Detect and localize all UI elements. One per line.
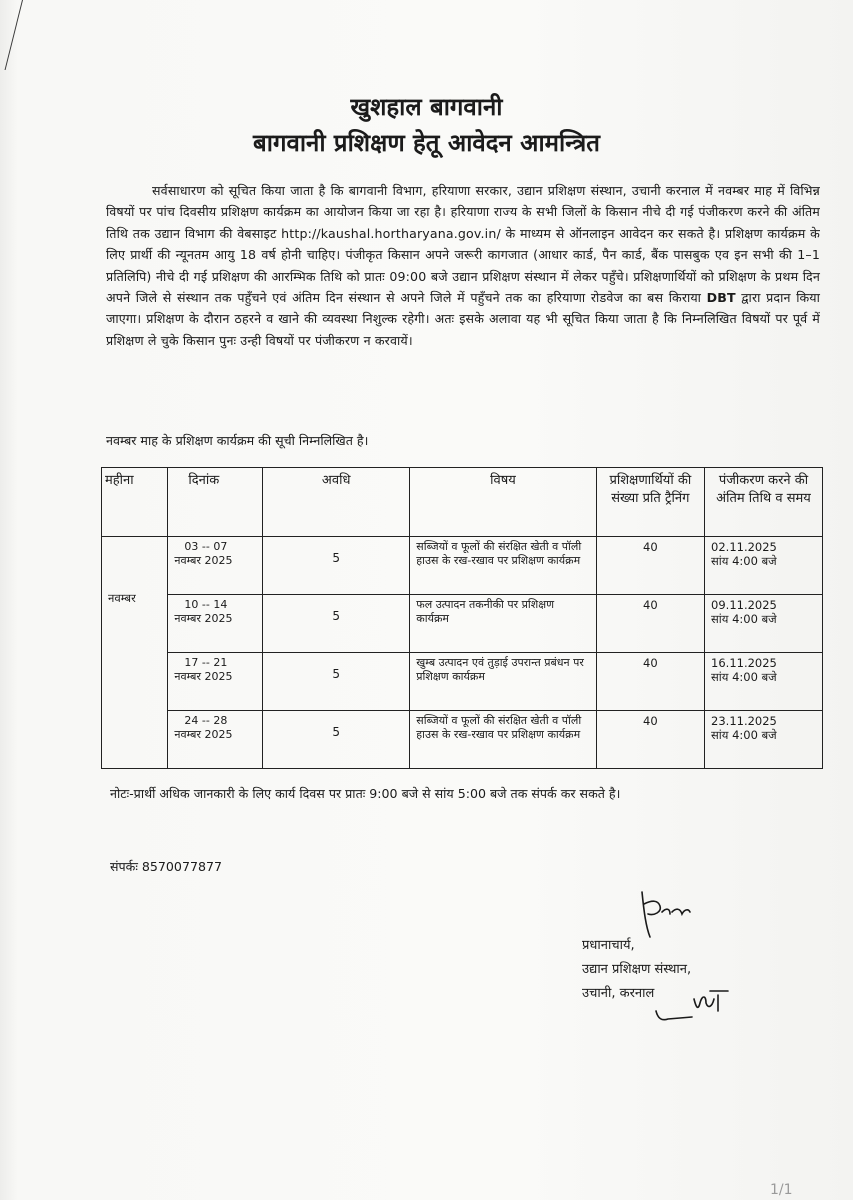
cell-duration: 5 bbox=[263, 653, 410, 711]
table-row bbox=[102, 711, 823, 769]
header-duration: अवधि bbox=[263, 468, 410, 537]
page-number: 1/1 bbox=[770, 1182, 793, 1198]
note-text: नोटः-प्रार्थी अधिक जानकारी के लिए कार्य दिवस पर प्रातः 9:00 बजे से सांय 5:00 बजे तक संपर्क कर सकते है। bbox=[110, 786, 621, 801]
header-month: महीना bbox=[102, 468, 168, 537]
cell-duration: 5 bbox=[263, 537, 410, 595]
cell-date bbox=[168, 595, 263, 653]
deadline-date: 09.11.2025 bbox=[711, 598, 777, 612]
signature-mark bbox=[652, 985, 732, 1025]
signatory-institute: उद्यान प्रशिक्षण संस्थान, bbox=[582, 962, 692, 977]
date-month: नवम्बर 2025 bbox=[174, 612, 233, 625]
intro-text-part2: द्वारा प्रदान किया जाएगा। प्रशिक्षण के दौरान ठहरने व खाने की व्यवस्था निशुल्क रहेगी। अतः इसके अलावा यह भी सूचित किया जाता है कि निम्नलिखित विषयों पर पूर्व में प्रशिक्षण ले चुके किसान पुनः उन्ही विषयों पर पंजीकरण न करवायें। bbox=[106, 290, 820, 348]
cell-count: 40 bbox=[596, 711, 704, 769]
signatory-designation: प्रधानाचार्य, bbox=[582, 938, 635, 953]
deadline-time: सांय 4:00 बजे bbox=[711, 670, 777, 684]
header-count: प्रशिक्षणार्थियों की संख्या प्रति ट्रैनिंग bbox=[596, 468, 704, 537]
signature-mark bbox=[636, 882, 696, 942]
deadline-date: 02.11.2025 bbox=[711, 540, 777, 554]
date-range: 24 -- 28 bbox=[184, 714, 228, 727]
deadline-time: सांय 4:00 बजे bbox=[711, 612, 777, 626]
date-month: नवम्बर 2025 bbox=[174, 728, 233, 741]
cell-deadline bbox=[705, 653, 823, 711]
deadline-date: 16.11.2025 bbox=[711, 656, 777, 670]
deadline-time: सांय 4:00 बजे bbox=[711, 554, 777, 568]
table-header-row bbox=[102, 468, 823, 537]
table-row bbox=[102, 595, 823, 653]
cell-count: 40 bbox=[596, 595, 704, 653]
header-topic: विषय bbox=[410, 468, 596, 537]
header-date: दिनांक bbox=[168, 468, 263, 537]
cell-month: नवम्बर bbox=[102, 537, 168, 769]
document-title: खुशहाल बागवानी bbox=[350, 92, 503, 121]
cell-duration: 5 bbox=[263, 711, 410, 769]
deadline-date: 23.11.2025 bbox=[711, 714, 777, 728]
date-range: 17 -- 21 bbox=[184, 656, 228, 669]
cell-date bbox=[168, 653, 263, 711]
cell-date bbox=[168, 537, 263, 595]
schedule-heading: नवम्बर माह के प्रशिक्षण कार्यक्रम की सूची निम्नलिखित है। bbox=[106, 433, 369, 448]
cell-deadline bbox=[705, 595, 823, 653]
document-subtitle: बागवानी प्रशिक्षण हेतू आवेदन आमन्त्रित bbox=[253, 128, 600, 157]
cell-deadline bbox=[705, 537, 823, 595]
signatory-place: उचानी, करनाल bbox=[582, 986, 655, 1001]
cell-deadline bbox=[705, 711, 823, 769]
table-row bbox=[102, 537, 823, 595]
cell-count: 40 bbox=[596, 537, 704, 595]
schedule-table bbox=[101, 467, 823, 769]
cell-duration: 5 bbox=[263, 595, 410, 653]
cell-topic: सब्जियों व फूलों की संरक्षित खेती व पॉली हाउस के रख-रखाव पर प्रशिक्षण कार्यक्रम bbox=[410, 711, 596, 769]
deadline-time: सांय 4:00 बजे bbox=[711, 728, 777, 742]
cell-date bbox=[168, 711, 263, 769]
date-range: 03 -- 07 bbox=[184, 540, 228, 553]
contact-number: संपर्कः 8570077877 bbox=[110, 859, 223, 874]
date-month: नवम्बर 2025 bbox=[174, 670, 233, 683]
date-month: नवम्बर 2025 bbox=[174, 554, 233, 567]
cell-topic: खुम्ब उत्पादन एवं तुड़ाई उपरान्त प्रबंधन पर प्रशिक्षण कार्यक्रम bbox=[410, 653, 596, 711]
intro-paragraph bbox=[106, 180, 820, 351]
cell-topic: फल उत्पादन तकनीकी पर प्रशिक्षण कार्यक्रम bbox=[410, 595, 596, 653]
page-crease bbox=[0, 0, 23, 70]
cell-topic: सब्जियों व फूलों की संरक्षित खेती व पॉली हाउस के रख-रखाव पर प्रशिक्षण कार्यक्रम bbox=[410, 537, 596, 595]
intro-dbt: DBT bbox=[706, 290, 736, 306]
date-range: 10 -- 14 bbox=[184, 598, 228, 611]
header-deadline: पंजीकरण करने की अंतिम तिथि व समय bbox=[705, 468, 823, 537]
cell-count: 40 bbox=[596, 653, 704, 711]
intro-text-part1: सर्वसाधारण को सूचित किया जाता है कि बागवानी विभाग, हरियाणा सरकार, उद्यान प्रशिक्षण संस्थान, उचानी करनाल में नवम्बर माह में विभिन्न विषयों पर पांच दिवसीय प्रशिक्षण कार्यक्रम का आयोजन किया जा रहा है। हरियाणा राज्य के सभी जिलों के किसान नीचे दी गई पंजीकरण करने की अंतिम तिथि तक उद्यान विभाग की वेबसाइट http://kaushal.hortharyana.gov.in/ के माध्यम से ऑनलाइन आवेदन कर सकते है। प्रशिक्षण कार्यक्रम के लिए प्रार्थी की न्यूनतम आयु 18 वर्ष होनी चाहिए। पंजीकृत किसान अपने जरूरी कागजात (आधार कार्ड, पैन कार्ड, बैंक पासबुक एव इन सभी की 1–1 प्रतिलिपि) नीचे दी गई प्रशिक्षण की आरम्भिक तिथि को प्रातः 09:00 बजे उद्यान प्रशिक्षण संस्थान में लेकर पहुँचे। प्रशिक्षणार्थियों को प्रशिक्षण के प्रथम दिन अपने जिले से संस्थान तक पहुँचने एवं अंतिम दिन संस्थान से अपने जिले में पहुँचने तक का हरियाणा रोडवेज का बस किराया bbox=[106, 183, 820, 306]
table-row bbox=[102, 653, 823, 711]
